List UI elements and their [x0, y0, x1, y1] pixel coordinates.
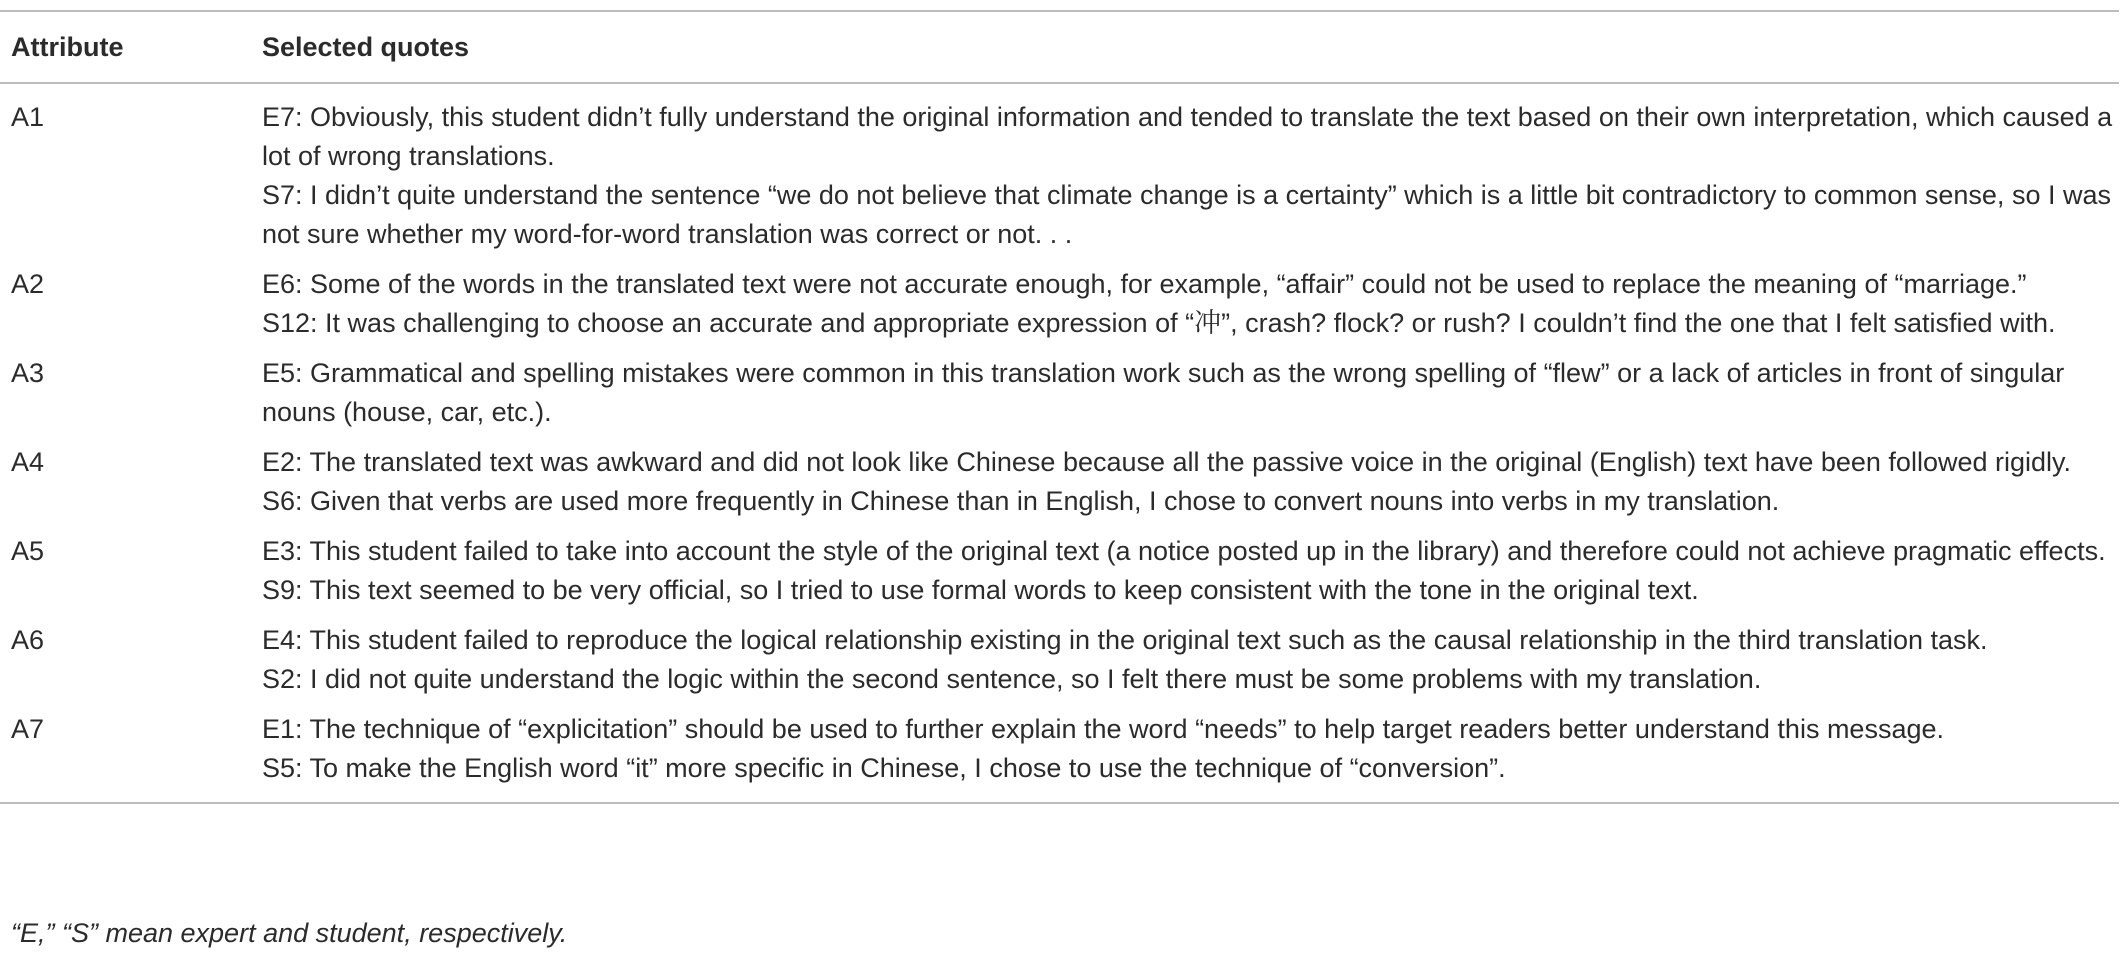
quotes-cell	[262, 98, 2119, 254]
quotes-cell	[262, 532, 2119, 610]
attribute-cell: A6	[11, 625, 45, 655]
expert-quote: E7: Obviously, this student didn’t fully understand the original information and tended to translate the text based on their own interpretation, which caused a lot of wrong translations.	[262, 102, 2113, 171]
expert-quote: E4: This student failed to reproduce the logical relationship existing in the original text such as the causal relationship in the third translation task.	[262, 625, 1988, 655]
expert-quote: E6: Some of the words in the translated text were not accurate enough, for example, “affair” could not be used to replace the meaning of “marriage.”	[262, 269, 2027, 299]
quotes-cell	[262, 354, 2119, 432]
attribute-cell: A4	[11, 447, 45, 477]
quotes-cell	[262, 443, 2119, 521]
attribute-cell: A2	[11, 269, 45, 299]
expert-quote: E2: The translated text was awkward and did not look like Chinese because all the passive voice in the original (English) text have been followed rigidly.	[262, 447, 2072, 477]
student-quote: S12: It was challenging to choose an accurate and appropriate expression of “冲”, crash? flock? or rush? I couldn’t find the one that I felt satisfied with.	[262, 308, 2056, 338]
table-header-row	[0, 12, 2119, 84]
quotes-cell	[262, 265, 2119, 343]
attribute-cell: A1	[11, 102, 45, 132]
attribute-cell: A3	[11, 358, 45, 388]
header-selected-quotes: Selected quotes	[262, 31, 470, 62]
student-quote: S5: To make the English word “it” more specific in Chinese, I chose to use the technique of “conversion”.	[262, 753, 1506, 783]
quotes-cell	[262, 621, 2119, 699]
table-row-a6	[0, 621, 2119, 699]
student-quote: S7: I didn’t quite understand the sentence “we do not believe that climate change is a certainty” which is a little bit contradictory to common sense, so I was not sure whether my word-for-word translation was correct or not. . .	[262, 180, 2111, 249]
table-row-a7	[0, 710, 2119, 788]
quotes-cell	[262, 710, 2119, 788]
table-row-a4	[0, 443, 2119, 521]
table-row-a5	[0, 532, 2119, 610]
table-row-a2	[0, 265, 2119, 343]
student-quote: S2: I did not quite understand the logic within the second sentence, so I felt there must be some problems with my translation.	[262, 664, 1762, 694]
table-footnote: “E,” “S” mean expert and student, respectively.	[11, 918, 568, 948]
attribute-cell: A7	[11, 714, 45, 744]
table-row-a1	[0, 98, 2119, 254]
attribute-cell: A5	[11, 536, 45, 566]
expert-quote: E5: Grammatical and spelling mistakes were common in this translation work such as the wrong spelling of “flew” or a lack of articles in front of singular nouns (house, car, etc.).	[262, 358, 2065, 427]
quotes-table	[0, 10, 2119, 804]
expert-quote: E1: The technique of “explicitation” should be used to further explain the word “needs” to help target readers better understand this message.	[262, 714, 1945, 744]
student-quote: S9: This text seemed to be very official, so I tried to use formal words to keep consistent with the tone in the original text.	[262, 575, 1699, 605]
table-row-a3	[0, 354, 2119, 432]
table-body	[0, 84, 2119, 804]
student-quote: S6: Given that verbs are used more frequently in Chinese than in English, I chose to convert nouns into verbs in my translation.	[262, 486, 1780, 516]
header-attribute: Attribute	[11, 31, 124, 62]
expert-quote: E3: This student failed to take into account the style of the original text (a notice posted up in the library) and therefore could not achieve pragmatic effects.	[262, 536, 2106, 566]
